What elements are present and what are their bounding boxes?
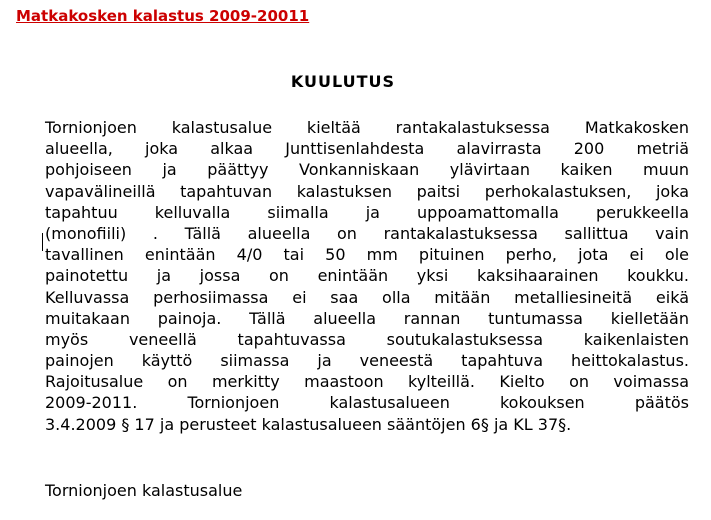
- notice-line: tavallinen enintään 4/0 tai 50 mm pituinen perho, jota ei ole: [45, 245, 689, 265]
- page-title-link[interactable]: Matkakosken kalastus 2009-20011: [16, 7, 310, 25]
- notice-line: Kelluvassa perhosiimassa ei saa olla mitään metalliesineitä eikä: [45, 287, 689, 307]
- notice-line: alueella, joka alkaa Junttisenlahdesta alavirrasta 200 metriä: [45, 139, 689, 159]
- notice-line: painotettu ja jossa on enintään yksi kaksihaarainen koukku.: [45, 266, 689, 286]
- notice-line: pohjoiseen ja päättyy Vonkanniskaan ylävirtaan kaiken muun: [45, 160, 689, 180]
- notice-line: Tornionjoen kalastusalue kieltää rantakalastuksessa Matkakosken: [45, 118, 689, 137]
- notice-line: 3.4.2009 § 17 ja perusteet kalastusalueen sääntöjen 6§ ja KL 37§.: [45, 414, 572, 434]
- notice-signature: Tornionjoen kalastusalue: [45, 481, 243, 500]
- notice-heading: KUULUTUS: [290, 72, 396, 91]
- notice-line: myös veneellä tapahtuvassa soutukalastuksessa kaikenlaisten: [45, 329, 689, 349]
- notice-line: Rajoitusalue on merkitty maastoon kylteillä. Kielto on voimassa: [45, 372, 689, 392]
- notice-line: tapahtuu kelluvalla siimalla ja uppoamattomalla perukkeella: [45, 202, 689, 222]
- notice-line: 2009-2011. Tornionjoen kalastusalueen kokouksen päätös: [45, 393, 689, 413]
- notice-line: vapavälineillä tapahtuvan kalastuksen paitsi perhokalastuksen, joka: [45, 181, 689, 201]
- notice-line: muitakaan painoja. Tällä alueella rannan tuntumassa kielletään: [45, 308, 689, 328]
- notice-line: painojen käyttö siimassa ja veneestä tapahtuva heittokalastus.: [45, 351, 689, 371]
- notice-body: [45, 117, 689, 435]
- notice-line: (monofiili) . Tällä alueella on rantakalastuksessa sallittua vain: [45, 223, 689, 243]
- text-cursor: [42, 233, 43, 251]
